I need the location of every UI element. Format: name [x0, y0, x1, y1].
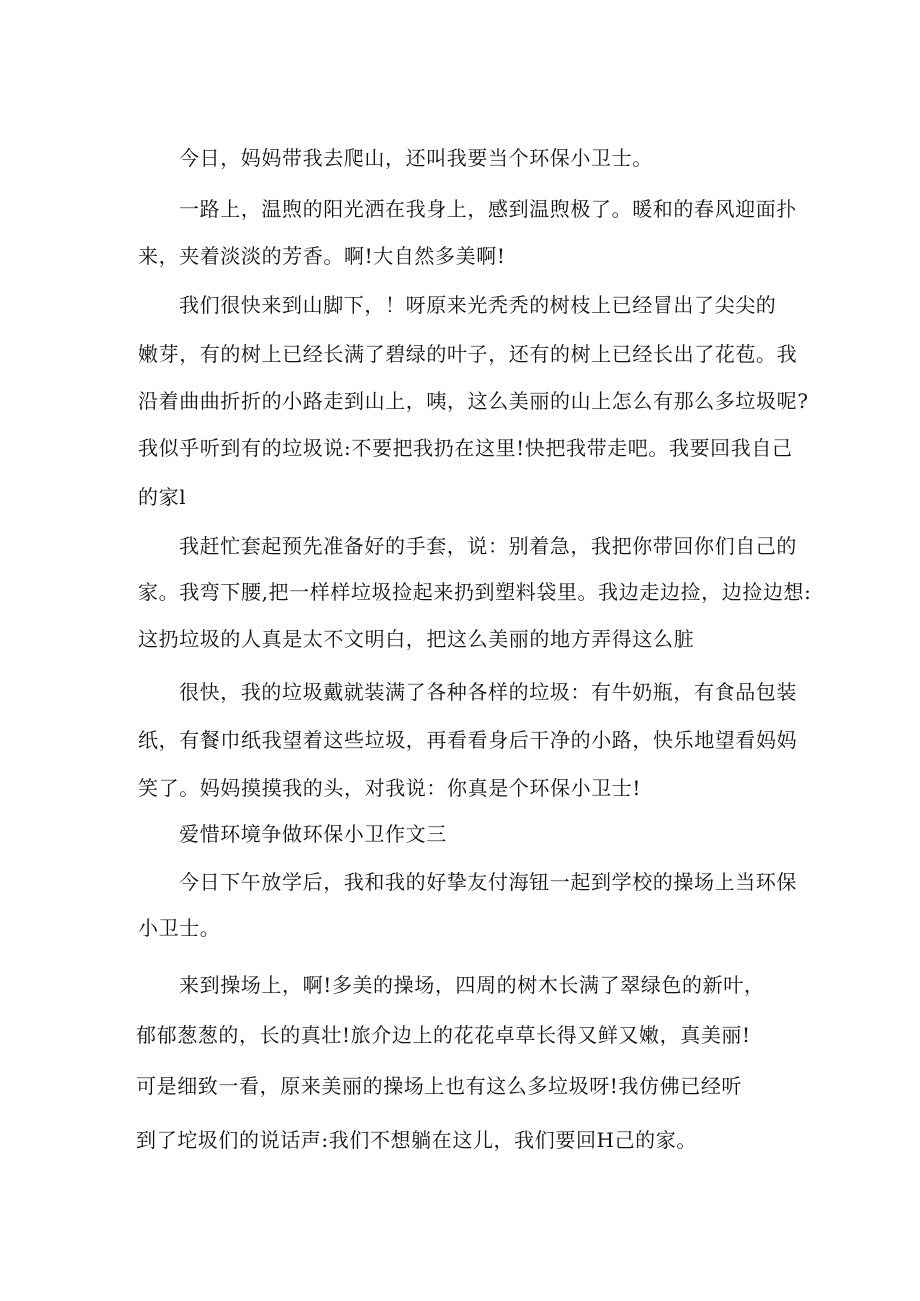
- text-line: 郁郁葱葱的，长的真壮!旅介边上的花花卓草长得又鲜又嫩，真美丽!: [136, 1023, 751, 1047]
- text-line: 纸，有餐巾纸我望着这些垃圾，再看看身后干净的小路，快乐地望看妈妈: [138, 728, 798, 752]
- text-line: 我似乎听到有的垃圾说:不要把我扔在这里!快把我带走吧。我要回我自己: [138, 436, 793, 460]
- text-line: 我赶忙套起预先准备好的手套，说：别着急，我把你带回你们自己的: [179, 534, 797, 558]
- text-line: 一路上，温煦的阳光洒在我身上，感到温煦极了。暖和的春风迎面扑: [179, 197, 797, 221]
- text-line: 的家l: [138, 485, 187, 509]
- text-line: 笑了。妈妈摸摸我的头，对我说：你真是个环保小卫士!: [138, 776, 642, 800]
- section-heading: 爱惜环境争做环保小卫作文三: [179, 822, 447, 846]
- text-line: 今日下午放学后，我和我的好挚友付海钮一起到学校的操场上当环保: [179, 870, 797, 894]
- text-line: 到了坨圾们的说话声:我们不想躺在这儿，我们要回H己的家。: [136, 1128, 697, 1152]
- text-line: 小卫士。: [138, 916, 221, 940]
- text-line: 沿着曲曲折折的小路走到山上，咦，这么美丽的山上怎么有那么多垃圾呢?: [138, 389, 809, 413]
- text-line: 这扔垃圾的人真是太不文明白，把这么美丽的地方弄得这么脏: [138, 627, 695, 651]
- text-line: 家。我弯下腰,把一样样垃圾捡起来扔到塑料袋里。我边走边捡，边捡边想:: [138, 580, 812, 604]
- text-line: 来，夹着淡淡的芳香。啊!大自然多美啊!: [138, 244, 506, 268]
- text-line: 很快，我的垃圾戴就装满了各种各样的垃圾：有牛奶瓶，有食品包装: [179, 680, 797, 704]
- text-line: 今日，妈妈带我去爬山，还叫我要当个环保小卫士。: [179, 146, 653, 170]
- text-line: 嫩芽，有的树上已经长满了碧绿的叶子，还有的树上已经长出了花苞。我: [138, 342, 798, 366]
- text-line: 可是细致一看，原来美丽的操场上也有这么多垃圾呀!我仿佛已经听: [136, 1074, 743, 1098]
- text-line: 我们很快来到山脚下，！呀原来光秃秃的树枝上已经冒出了尖尖的: [179, 293, 777, 317]
- text-line: 来到操场上，啊!多美的操场，四周的树木长满了翠绿色的新叶，: [179, 973, 765, 997]
